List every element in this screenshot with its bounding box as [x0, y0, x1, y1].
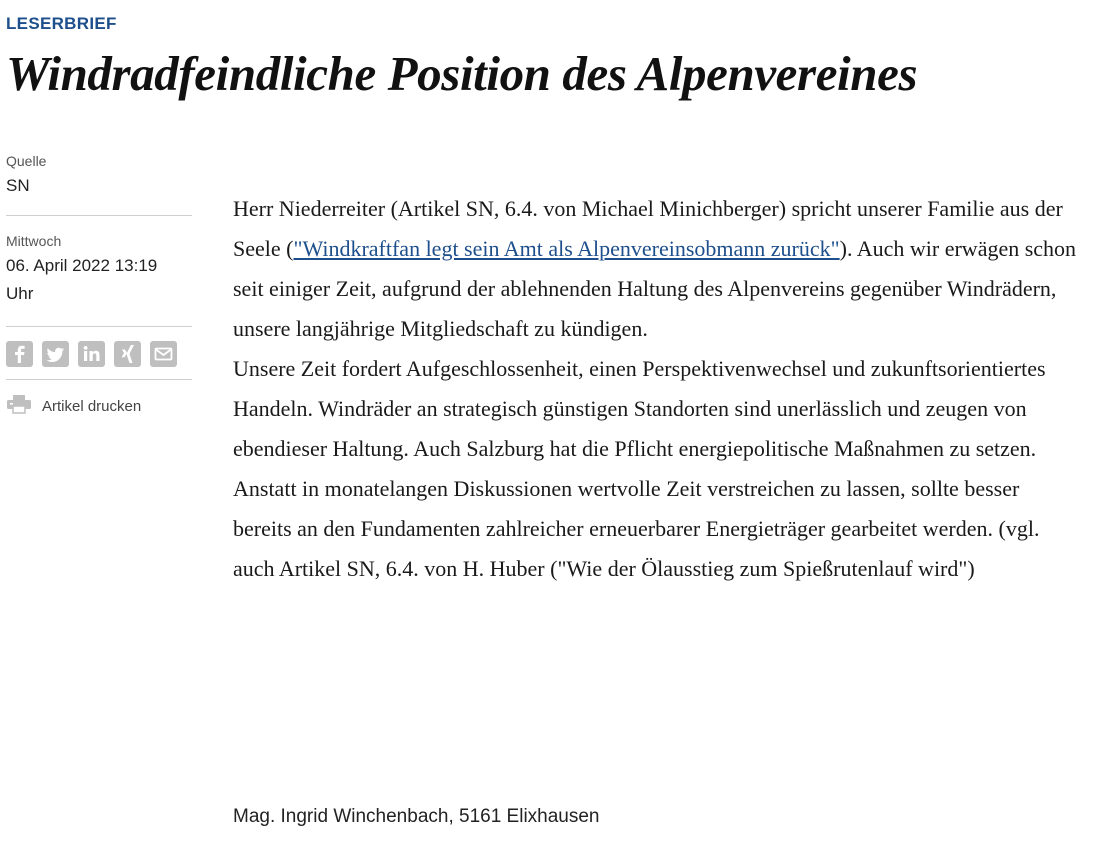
divider [6, 379, 192, 380]
xing-icon[interactable] [114, 341, 141, 367]
letter-author: Mag. Ingrid Winchenbach, 5161 Elixhausen [233, 806, 600, 827]
print-article-button[interactable] [6, 394, 192, 419]
letter-paragraph-2: Unsere Zeit fordert Aufgeschlossenheit, einen Perspektivenwechsel und zukunftsorientiertes Handeln. Windräder an strategisch günstigen Standorten sind unerlässlich und zeugen von ebendieser Haltung. Auch Salzburg hat die Pflicht energiepolitische Maßnahmen zu setzen. Anstatt in monatelangen Diskussionen wertvolle Zeit verstreichen zu lassen, sollte besser bereits an den Fundamenten zahlreicher erneuerbarer Energieträger gearbeitet werden. (vgl. auch Artikel SN, 6.4. von H. Huber ("Wie der Ölausstieg zum Spießrutenlauf wird") [233, 356, 1046, 581]
paragraph-text: ). Auch wir erwägen schon seit einiger Zeit, aufgrund der ablehnenden Haltung des Alpenvereins gegenüber Windrädern, unsere langjährige Mitgliedschaft zu kündigen. [233, 236, 1077, 341]
twitter-icon[interactable] [42, 341, 69, 367]
section-kicker: LESERBRIEF [6, 14, 117, 33]
publish-date: 06. April 2022 13:19 [6, 256, 158, 275]
page-title: Windradfeindliche Position des Alpenvereines [6, 46, 918, 101]
date-block [6, 230, 192, 314]
related-article-link[interactable]: "Windkraftfan legt sein Amt als Alpenvereinsobmann zurück" [293, 236, 840, 261]
source-value: SN [6, 176, 30, 195]
source-block [6, 150, 192, 203]
paragraph-text: Herr Niederreiter (Artikel SN, 6.4. von Michael Minichberger) spricht unserer Familie aus der Seele ( [233, 196, 1063, 261]
divider [6, 326, 192, 327]
print-article-label: Artikel drucken [42, 398, 142, 415]
email-icon[interactable] [150, 341, 177, 367]
share-bar [6, 341, 192, 367]
facebook-icon[interactable] [6, 341, 33, 367]
publish-time-unit: Uhr [6, 284, 34, 303]
printer-icon [6, 394, 32, 419]
linkedin-icon[interactable] [78, 341, 105, 367]
divider [6, 215, 192, 216]
letter-paragraph-1 [233, 189, 1083, 349]
source-label: Quelle [6, 153, 47, 169]
article-meta-sidebar [6, 150, 192, 419]
letter-body [233, 189, 1083, 589]
weekday-label: Mittwoch [6, 233, 62, 249]
